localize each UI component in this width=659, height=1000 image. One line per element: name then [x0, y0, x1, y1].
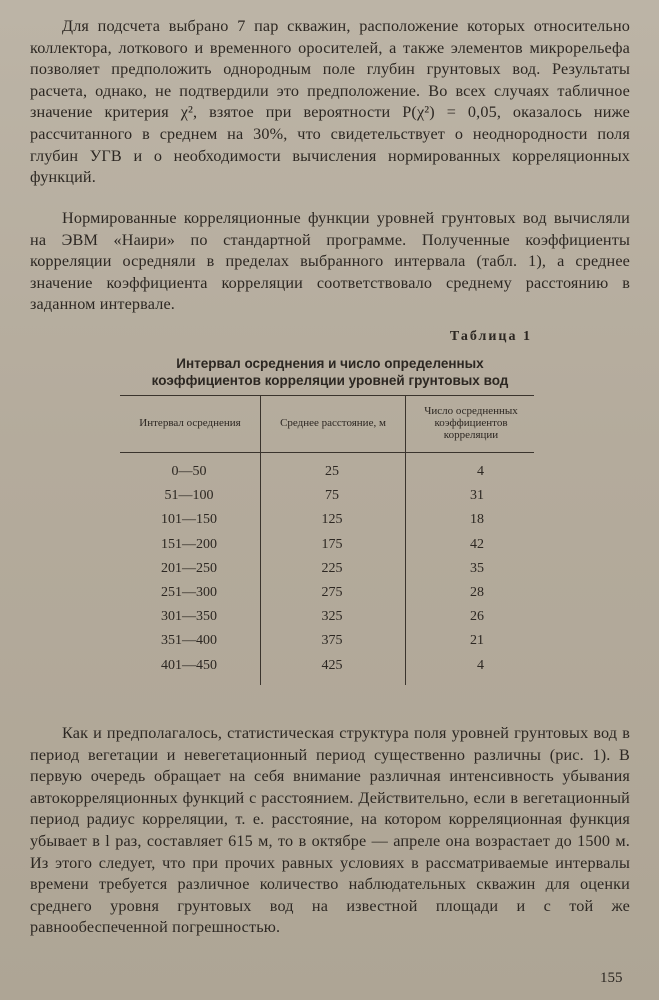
- table-column-divider-1: [260, 395, 261, 685]
- table-cell-count: 4: [477, 464, 484, 479]
- table-top-rule: [120, 395, 534, 396]
- table-cell-count: 18: [470, 512, 484, 528]
- table-header-count: Число осредненных коэффициентов корреляции: [424, 405, 518, 441]
- table-cell-count: 26: [470, 609, 484, 625]
- table-label: Таблица 1: [449, 329, 532, 344]
- table-cell-count: 21: [470, 633, 484, 649]
- table-cell-distance: 25: [325, 464, 339, 479]
- table-cell-interval: 151—200: [161, 536, 217, 552]
- table-cell-distance: 425: [321, 657, 343, 673]
- table-cell-distance: 325: [321, 609, 343, 625]
- table-cell-interval: 351—400: [161, 633, 217, 649]
- table-cell-distance: 225: [321, 560, 343, 576]
- table-title-line-1: Интервал осреднения и число определенных: [176, 356, 484, 371]
- table-cell-count: 35: [470, 560, 484, 576]
- table-cell-interval: 301—350: [161, 609, 217, 625]
- table-cell-interval: 201—250: [161, 560, 217, 576]
- table-cell-count: 4: [477, 657, 484, 673]
- table-column-divider-2: [405, 395, 406, 685]
- table-header-distance: Среднее расстояние, м: [280, 417, 386, 429]
- table-cell-distance: 125: [321, 512, 343, 528]
- paragraph-3: Как и предполагалось, статистическая структура поля уровней грунтовых вод в период вегетации и невегетационный период существенно различны (рис. 1). В первую очередь обращает на себя внимание различная интенсивность убывания автокорреляционных функций с расстоянием. Действительно, если в вегетационный период радиус корреляции, т. е. расстояние, на котором корреляционная функция убывает в l раз, составляет 615 м, то в октябре — апреле она возрастает до 1500 м. Из этого следует, что при прочих равных условиях в рассматриваемые интервалы времени требуется различное количество наблюдательных скважин для оценки среднего уровня грунтовых вод на известной площади и с той же равнообеспеченной погрешностью.: [30, 724, 630, 937]
- table-title-line-2: коэффициентов корреляции уровней грунтовых вод: [151, 373, 509, 388]
- table-cell-distance: 275: [321, 585, 343, 600]
- table-title: [100, 355, 560, 389]
- page-number: 155: [600, 970, 623, 986]
- table-cell-interval: 251—300: [161, 585, 217, 600]
- table-cell-interval: 51—100: [164, 488, 214, 504]
- table-cell-interval: 401—450: [161, 657, 217, 673]
- table-cell-interval: 0—50: [171, 464, 207, 479]
- table-header-interval: Интервал осреднения: [139, 417, 241, 429]
- table-cell-interval: 101—150: [161, 512, 217, 528]
- table-cell-count: 28: [470, 585, 484, 600]
- table-cell-count: 31: [470, 488, 484, 504]
- table-cell-count: 42: [470, 536, 484, 552]
- table-cell-distance: 375: [321, 633, 343, 649]
- table-header-rule: [120, 452, 534, 453]
- paragraph-1: Для подсчета выбрано 7 пар скважин, расположение которых относительно коллектора, лоткового и временного оросителей, а также элементов микрорельефа позволяет предположить однородным поле глубин грунтовых вод. Результаты расчета, однако, не подтвердили это предположение. Во всех случаях табличное значение критерия χ², взятое при вероятности P(χ²) = 0,05, оказалось ниже рассчитанного в среднем на 30%, что свидетельствует о неоднородности поля глубин УГВ и о необходимости вычисления нормированных корреляционных функций.: [30, 17, 630, 187]
- table-cell-distance: 175: [321, 536, 343, 552]
- table-cell-distance: 75: [325, 488, 339, 504]
- paragraph-2: Нормированные корреляционные функции уровней грунтовых вод вычисляли на ЭВМ «Наири» по стандартной программе. Полученные коэффициенты корреляции осредняли в пределах выбранного интервала (табл. 1), а среднее значение коэффициента корреляции соответствовало среднему расстоянию в заданном интервале.: [30, 209, 630, 314]
